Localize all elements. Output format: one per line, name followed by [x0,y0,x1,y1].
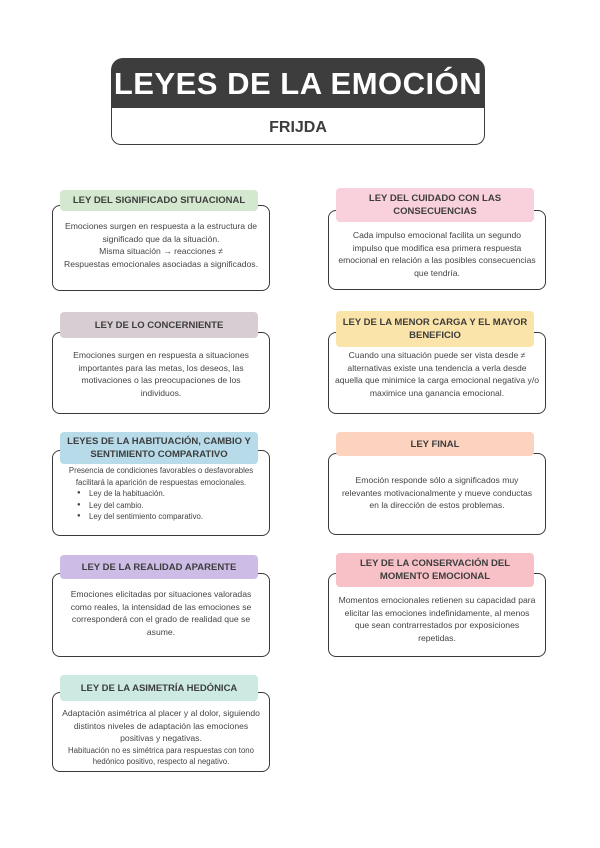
list-item: ● Ley de la habituación. [77,488,265,500]
card-ley-final [328,453,546,535]
page-title: LEYES DE LA EMOCIÓN [113,66,483,101]
label-ley-final: LEY FINAL [336,432,534,456]
card-asimetria-hedonica [52,692,270,772]
card-body: Cuando una situación puede ser vista desde ≠ alternativas existe una tendencia a verla desde aquella que minimice la carga emocional negativa y/o maximice una ganancia emocional. [335,350,539,398]
label-realidad-aparente: LEY DE LA REALIDAD APARENTE [60,555,258,579]
card-significado-situacional [52,205,270,291]
card-cuidado-consecuencias [328,210,546,290]
label-conservacion-momento: LEY DE LA CONSERVACIÓN DEL MOMENTO EMOCIONAL [336,553,534,587]
label-asimetria-hedonica: LEY DE LA ASIMETRÍA HEDÓNICA [60,675,258,701]
card-body: Emociones surgen en respuesta a situaciones importantes para las metas, los deseos, las motivaciones o las preocupaciones de los individuos. [73,350,249,398]
label-habituacion: LEYES DE LA HABITUACIÓN, CAMBIO Y SENTIMIENTO COMPARATIVO [60,432,258,464]
title-banner [111,58,485,110]
label-menor-carga: LEY DE LA MENOR CARGA Y EL MAYOR BENEFICIO [336,311,534,347]
label-lo-concerniente: LEY DE LO CONCERNIENTE [60,312,258,338]
card-body: Cada impulso emocional facilita un segundo impulso que modifica esa primera respuesta emocional en relación a las posibles consecuencias que tendría. [338,230,536,278]
list-item: ● Ley del sentimiento comparativo. [77,511,265,523]
card-realidad-aparente [52,573,270,657]
card-lo-concerniente [52,332,270,414]
list-item: ● Ley del cambio. [77,500,265,512]
card-body: Emociones elicitadas por situaciones valoradas como reales, la intensidad de las emociones se corresponderá con el grado de realidad que se asume. [70,589,252,637]
habituacion-list [57,488,265,523]
page-subtitle: FRIJDA [269,119,327,136]
label-cuidado-consecuencias: LEY DEL CUIDADO CON LAS CONSECUENCIAS [336,188,534,222]
label-significado-situacional: LEY DEL SIGNIFICADO SITUACIONAL [60,190,258,211]
card-body: Momentos emocionales retienen su capacidad para elicitar las emociones indefinidamente, al menos que sean contrarrestados por exposiciones repetidas. [338,595,536,643]
subtitle-box [111,108,485,145]
card-body: Adaptación asimétrica al placer y al dolor, siguiendo distintos niveles de adaptación las emociones positivas y negativas. Habituación no es simétrica para respuestas con tono hedónico positivo, respecto al negativo. [62,708,260,766]
card-body: Emociones surgen en respuesta a la estructura de significado que da la situación. Misma situación → reacciones ≠ Respuestas emocionales asociadas a significados. [64,221,258,269]
card-body: Emoción responde sólo a significados muy relevantes motivacionalmente y mueve conductas en la dirección de estos problemas. [341,475,533,510]
card-body: Presencia de condiciones favorables o desfavorables facilitará la aparición de respuestas emocionales. ● Ley de la habituación. ● Ley del cambio. ● Ley del sentimiento comparativo. [57,465,265,523]
